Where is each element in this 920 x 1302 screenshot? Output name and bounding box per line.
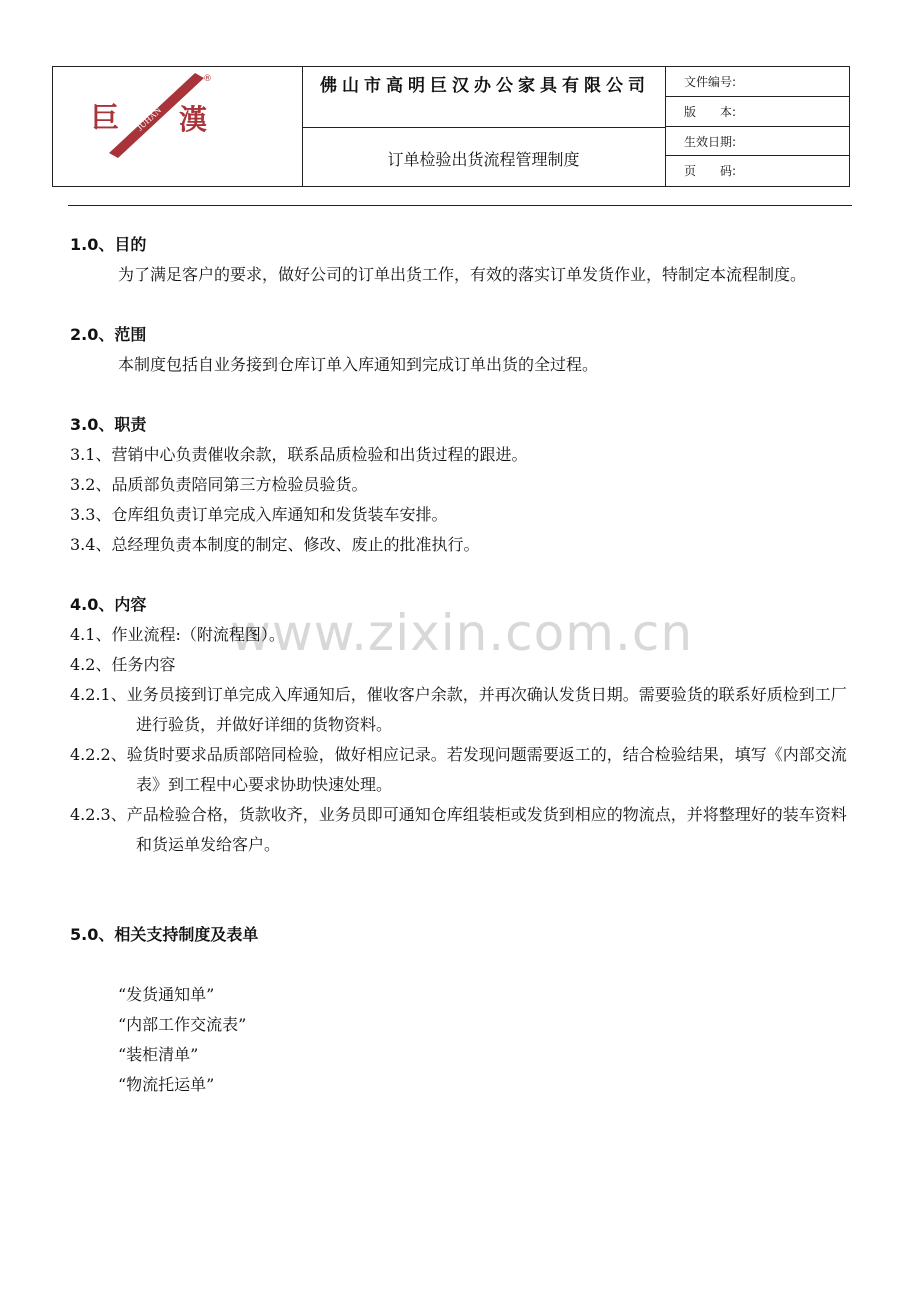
watermark: www.zixin.com.cn [230, 604, 694, 662]
section-3-item: 3.1、营销中心负责催收余款，联系品质检验和出货过程的跟进。 [70, 445, 528, 464]
section-4-item: 4.2.1、业务员接到订单完成入库通知后，催收客户余款，并再次确认发货日期。需要验货的联系好质检到工厂进行验货，并做好详细的货物资料。 [70, 685, 847, 734]
title-cell [302, 127, 665, 186]
form-item: “内部工作交流表” [118, 1015, 247, 1034]
document-body [70, 230, 852, 1100]
logo-char-right: 漢 [179, 103, 208, 136]
section-3-item: 3.4、总经理负责本制度的制定、修改、废止的批准执行。 [70, 535, 480, 554]
company-logo [53, 67, 302, 186]
section-1-heading: 1.0、目的 [70, 235, 147, 254]
document-header [52, 66, 850, 187]
section-3-item: 3.2、品质部负责陪同第三方检验员验货。 [70, 475, 368, 494]
meta-file-number: 文件编号: [666, 67, 850, 97]
header-divider [68, 205, 852, 206]
section-5-heading: 5.0、相关支持制度及表单 [70, 925, 259, 944]
registered-mark: ® [203, 74, 212, 84]
section-4-heading: 4.0、内容 [70, 595, 147, 614]
section-3-item: 3.3、仓库组负责订单完成入库通知和发货装车安排。 [70, 505, 448, 524]
logo-band-text: JUHAN [134, 105, 164, 133]
meta-table [665, 67, 850, 186]
company-cell [302, 67, 665, 128]
section-4-item: 4.2.2、验货时要求品质部陪同检验，做好相应记录。若发现问题需要返工的，结合检验结果，填写《内部交流表》到工程中心要求协助快速处理。 [70, 745, 847, 794]
section-1-text: 为了满足客户的要求，做好公司的订单出货工作，有效的落实订单发货作业，特制定本流程制度。 [118, 265, 807, 284]
section-2-heading: 2.0、范围 [70, 325, 147, 344]
company-name: 佛山市高明巨汉办公家具有限公司 [320, 76, 650, 96]
section-3-heading: 3.0、职责 [70, 415, 147, 434]
form-item: “发货通知单” [118, 985, 215, 1004]
form-item: “物流托运单” [118, 1075, 215, 1094]
section-4-item: 4.1、作业流程:（附流程图）。 [70, 625, 285, 644]
logo-cell [53, 67, 303, 186]
section-2-text: 本制度包括自业务接到仓库订单入库通知到完成订单出货的全过程。 [118, 355, 599, 374]
form-item: “装柜清单” [118, 1045, 199, 1064]
logo-char-left: 巨 [91, 101, 120, 134]
section-4-item: 4.2、任务内容 [70, 655, 176, 674]
section-4-item: 4.2.3、产品检验合格，货款收齐，业务员即可通知仓库组装柜或发货到相应的物流点，并将整理好的装车资料和货运单发给客户。 [70, 805, 847, 854]
meta-page: 页 码: [684, 164, 737, 179]
meta-version: 版 本: [666, 97, 850, 127]
meta-effective-date: 生效日期: [666, 127, 850, 157]
document-title: 订单检验出货流程管理制度 [387, 150, 580, 169]
